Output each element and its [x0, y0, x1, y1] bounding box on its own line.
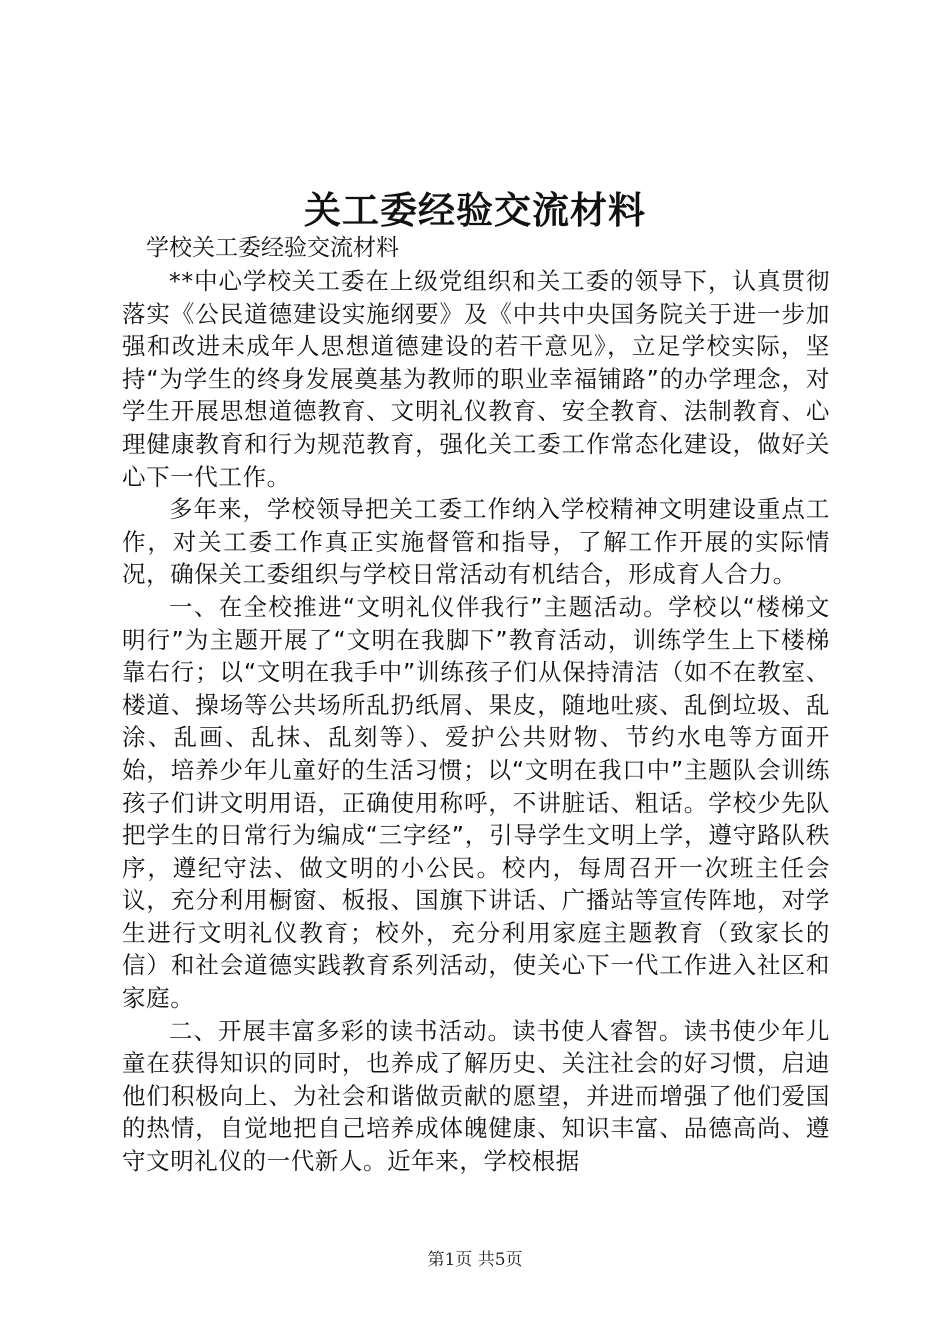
paragraph-intro: **中心学校关工委在上级党组织和关工委的领导下，认真贯彻落实《公民道德建设实施纲要》及《中共中央国务院关于进一步加强和改进未成年人思想道德建设的若干意见》，立足学校实际，坚持“为学生的终身发展奠基为教师的职业幸福铺路”的办学理念，对学生开展思想道德教育、文明礼仪教育、安全教育、法制教育、心理健康教育和行为规范教育，强化关工委工作常态化建设，做好关心下一代工作。 — [122, 267, 830, 491]
paragraph-section-two: 二、开展丰富多彩的读书活动。读书使人睿智。读书使少年儿童在获得知识的同时，也养成了解历史、关注社会的好习惯，启迪他们积极向上、为社会和谐做贡献的愿望，并进而增强了他们爱国的热情，自觉地把自己培养成体魄健康、知识丰富、品德高尚、遵守文明礼仪的一代新人。近年来，学校根据 — [122, 1016, 830, 1176]
paragraph-leadership: 多年来，学校领导把关工委工作纳入学校精神文明建设重点工作，对关工委工作真正实施督管和指导，了解工作开展的实际情况，确保关工委组织与学校日常活动有机结合，形成育人合力。 — [122, 495, 830, 589]
document-title: 关工委经验交流材料 — [304, 189, 646, 232]
paragraph-section-one: 一、在全校推进“文明礼仪伴我行”主题活动。学校以“楼梯文明行”为主题开展了“文明在我脚下”教育活动，训练学生上下楼梯靠右行；以“文明在我手中”训练孩子们从保持清洁（如不在教室、楼道、操场等公共场所乱扔纸屑、果皮，随地吐痰、乱倒垃圾、乱涂、乱画、乱抹、乱刻等）、爱护公共财物、节约水电等方面开始，培养少年儿童好的生活习惯；以“文明在我口中”主题队会训练孩子们讲文明用语，正确使用称呼，不讲脏话、粗话。学校少先队把学生的日常行为编成“三字经”，引导学生文明上学，遵守路队秩序，遵纪守法、做文明的小公民。校内，每周召开一次班主任会议，充分利用橱窗、板报、国旗下讲话、广播站等宣传阵地，对学生进行文明礼仪教育；校外，充分利用家庭主题教育（致家长的信）和社会道德实践教育系列活动，使关心下一代工作进入社区和家庭。 — [122, 592, 830, 1013]
document-body — [122, 232, 830, 1178]
page-footer: 第1页 共5页 — [427, 1250, 523, 1270]
document-subtitle: 学校关工委经验交流材料 — [146, 235, 399, 261]
